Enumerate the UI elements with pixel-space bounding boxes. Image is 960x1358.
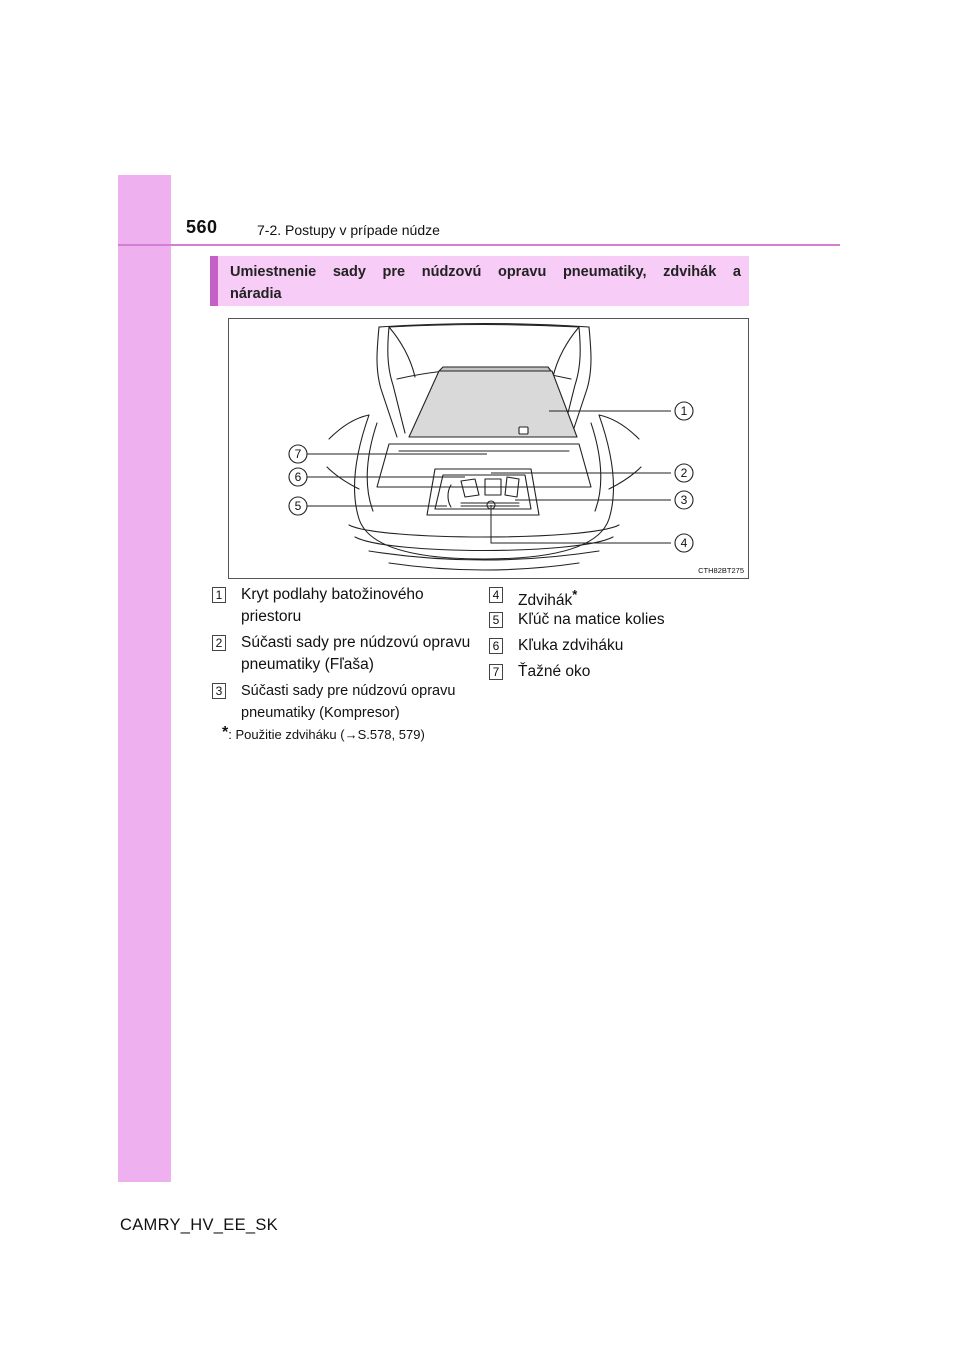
footnote-marker: * [572, 587, 578, 602]
footnote-star: * [222, 724, 229, 741]
legend-number: 7 [489, 664, 503, 680]
callout-5: 5 [294, 499, 302, 513]
legend-item-6 [489, 635, 729, 657]
footnote-text: : Použitie zdviháku (→S.578, 579) [228, 727, 425, 742]
legend-number: 3 [212, 683, 226, 699]
header-divider [118, 244, 840, 246]
page-number: 560 [186, 217, 218, 237]
trunk-drawing [229, 319, 749, 579]
legend-label: Ťažné oko [518, 663, 591, 680]
figure-code: CTH82BT275 [698, 566, 744, 575]
legend-number: 6 [489, 638, 503, 654]
callout-6: 6 [294, 470, 302, 484]
legend-item-2 [212, 632, 472, 676]
side-tab-band [118, 175, 171, 1182]
callout-3: 3 [680, 493, 688, 507]
legend-item-1 [212, 584, 472, 628]
callout-4: 4 [680, 536, 688, 550]
callout-1: 1 [680, 404, 688, 418]
legend-number: 4 [489, 587, 503, 603]
callout-2: 2 [680, 466, 688, 480]
legend-number: 5 [489, 612, 503, 628]
section-title: 7-2. Postupy v prípade núdze [257, 222, 440, 238]
footnote [222, 724, 425, 742]
trunk-illustration [228, 318, 749, 579]
topic-title-box: Umiestnenie sady pre núdzovú opravu pneumatiky, zdvihák a náradia [210, 256, 749, 306]
legend-item-4 [489, 584, 729, 612]
model-code: CAMRY_HV_EE_SK [120, 1216, 278, 1234]
callout-7: 7 [294, 447, 302, 461]
legend-number: 1 [212, 587, 226, 603]
legend-label: Kryt podlahy batožinového priestoru [241, 586, 424, 625]
legend-item-7 [489, 661, 729, 683]
legend-number: 2 [212, 635, 226, 651]
legend-label: Zdvihák [518, 592, 573, 609]
legend-item-5 [489, 609, 729, 631]
legend-label: Súčasti sady pre núdzovú opravu pneumatiky (Fľaša) [241, 634, 471, 673]
legend-label: Kľúč na matice kolies [518, 611, 665, 628]
legend-label: Kľuka zdviháku [518, 637, 624, 654]
legend-item-3 [212, 680, 480, 724]
legend-label: Súčasti sady pre núdzovú opravu pneumatiky (Kompresor) [241, 683, 456, 721]
